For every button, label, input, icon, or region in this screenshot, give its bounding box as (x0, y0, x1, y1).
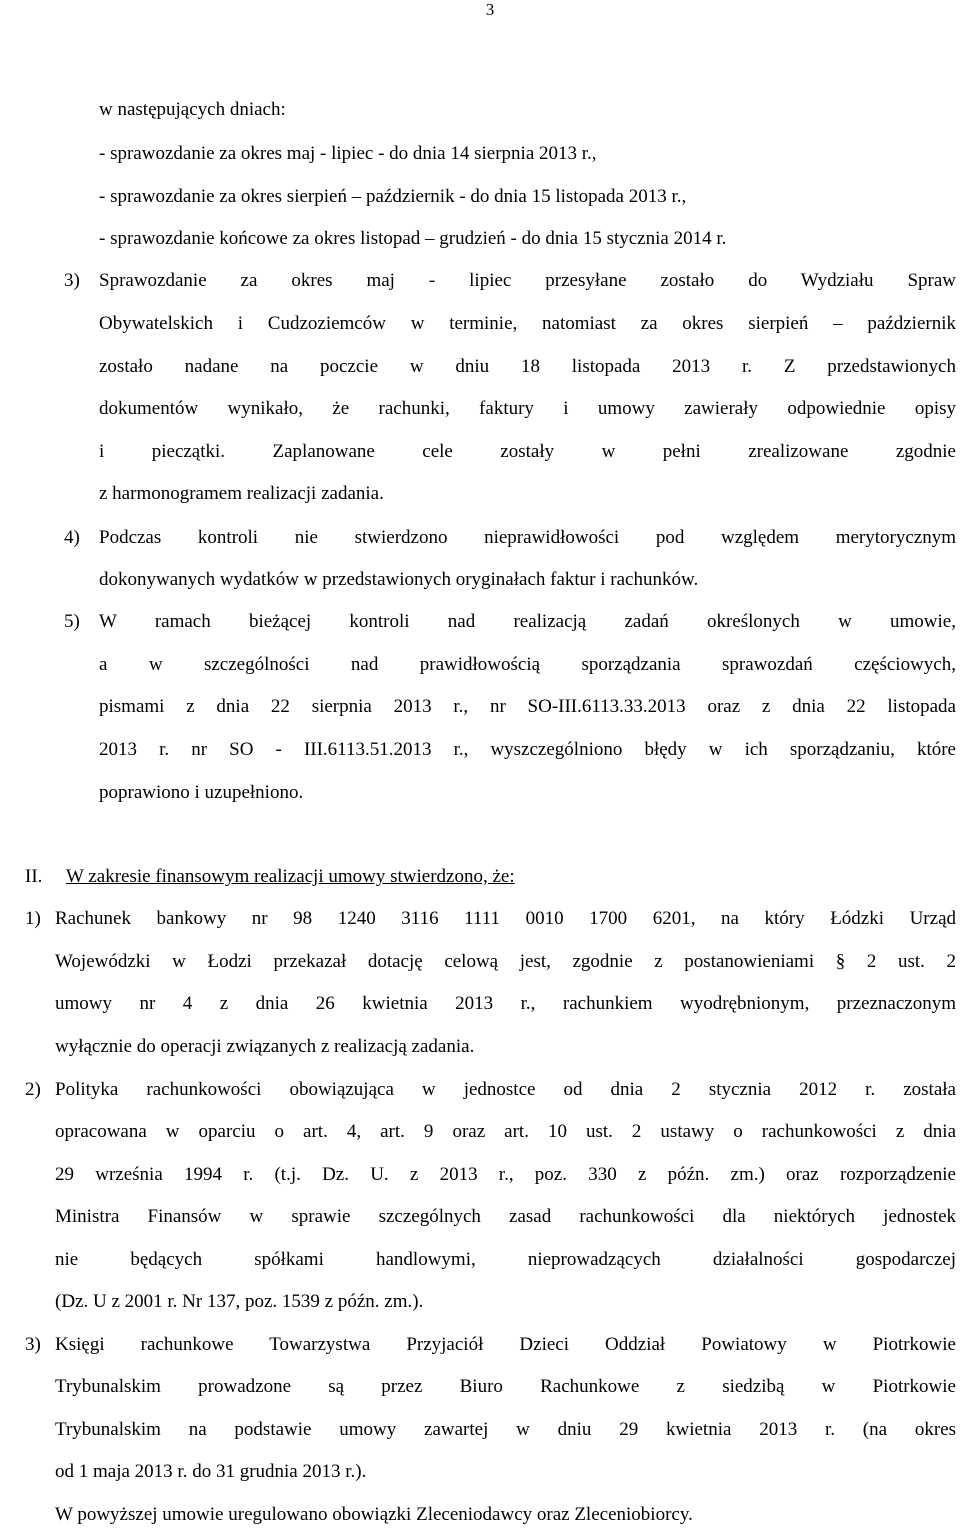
s2-item-3-line-2: Trybunalskim prowadzone są przez Biuro Rachunkowe z siedzibą w Piotrkowie (55, 1376, 956, 1397)
item-number: 1) (25, 908, 41, 929)
s2-item-2-line-5: nie będących spółkami handlowymi, nieprowadzących działalności gospodarczej (55, 1249, 956, 1270)
s2-item-1-line-3: umowy nr 4 z dnia 26 kwietnia 2013 r., rachunkiem wyodrębnionym, przeznaczonym (55, 993, 956, 1014)
item-5-line-4: 2013 r. nr SO - III.6113.51.2013 r., wyszczególniono błędy w ich sporządzaniu, które (99, 739, 956, 760)
intro-line-4: - sprawozdanie końcowe za okres listopad – grudzień - do dnia 15 stycznia 2014 r. (99, 228, 727, 249)
s2-item-3-line-5: W powyższej umowie uregulowano obowiązki Zleceniodawcy oraz Zleceniobiorcy. (55, 1504, 693, 1525)
item-number: 3) (64, 270, 80, 291)
item-5-line-2: a w szczególności nad prawidłowością sporządzania sprawozdań częściowych, (99, 654, 956, 675)
item-3-line-2: Obywatelskich i Cudzoziemców w terminie, natomiast za okres sierpień – październik (99, 313, 956, 334)
item-3-line-6: z harmonogramem realizacji zadania. (99, 483, 384, 504)
item-number: 2) (25, 1079, 41, 1100)
s2-item-1-line-1: Rachunek bankowy nr 98 1240 3116 1111 0010 1700 6201, na który Łódzki Urząd (55, 908, 956, 929)
item-3-line-1: Sprawozdanie za okres maj - lipiec przesyłane zostało do Wydziału Spraw (99, 270, 956, 291)
s2-item-3-line-1: Księgi rachunkowe Towarzystwa Przyjaciół Dzieci Oddział Powiatowy w Piotrkowie (55, 1334, 956, 1355)
item-number: 4) (64, 527, 80, 548)
s2-item-1-line-2: Wojewódzki w Łodzi przekazał dotację celową jest, zgodnie z postanowieniami § 2 ust. 2 (55, 951, 956, 972)
s2-item-3-line-3: Trybunalskim na podstawie umowy zawartej w dniu 29 kwietnia 2013 r. (na okres (55, 1419, 956, 1440)
s2-item-2-line-1: Polityka rachunkowości obowiązująca w jednostce od dnia 2 stycznia 2012 r. została (55, 1079, 956, 1100)
s2-item-2-line-3: 29 września 1994 r. (t.j. Dz. U. z 2013 r., poz. 330 z późn. zm.) oraz rozporządzenie (55, 1164, 956, 1185)
s2-item-2-line-6: (Dz. U z 2001 r. Nr 137, poz. 1539 z późn. zm.). (55, 1291, 424, 1312)
s2-item-2-line-4: Ministra Finansów w sprawie szczególnych zasad rachunkowości dla niektórych jednostek (55, 1206, 956, 1227)
item-number: 5) (64, 611, 80, 632)
section-numeral: II. (25, 866, 43, 887)
item-4-line-1: Podczas kontroli nie stwierdzono nieprawidłowości pod względem merytorycznym (99, 527, 956, 548)
item-5-line-3: pismami z dnia 22 sierpnia 2013 r., nr SO-III.6113.33.2013 oraz z dnia 22 listopada (99, 696, 956, 717)
item-5-line-5: poprawiono i uzupełniono. (99, 782, 304, 803)
item-number: 3) (25, 1334, 41, 1355)
item-3-line-4: dokumentów wynikało, że rachunki, faktury i umowy zawierały odpowiednie opisy (99, 398, 956, 419)
intro-line-3: - sprawozdanie za okres sierpień – październik - do dnia 15 listopada 2013 r., (99, 186, 687, 207)
s2-item-3-line-4: od 1 maja 2013 r. do 31 grudnia 2013 r.). (55, 1461, 367, 1482)
intro-line-2: - sprawozdanie za okres maj - lipiec - do dnia 14 sierpnia 2013 r., (99, 143, 597, 164)
s2-item-1-line-4: wyłącznie do operacji związanych z realizacją zadania. (55, 1036, 475, 1057)
intro-line-1: w następujących dniach: (99, 99, 286, 120)
item-4-line-2: dokonywanych wydatków w przedstawionych oryginałach faktur i rachunków. (99, 569, 699, 590)
item-3-line-3: zostało nadane na poczcie w dniu 18 listopada 2013 r. Z przedstawionych (99, 356, 956, 377)
item-3-line-5: i pieczątki. Zaplanowane cele zostały w pełni zrealizowane zgodnie (99, 441, 956, 462)
section-heading: W zakresie finansowym realizacji umowy stwierdzono, że: (66, 866, 515, 887)
page-number: 3 (485, 0, 495, 19)
item-5-line-1: W ramach bieżącej kontroli nad realizacją zadań określonych w umowie, (99, 611, 956, 632)
s2-item-2-line-2: opracowana w oparciu o art. 4, art. 9 oraz art. 10 ust. 2 ustawy o rachunkowości z dnia (55, 1121, 956, 1142)
